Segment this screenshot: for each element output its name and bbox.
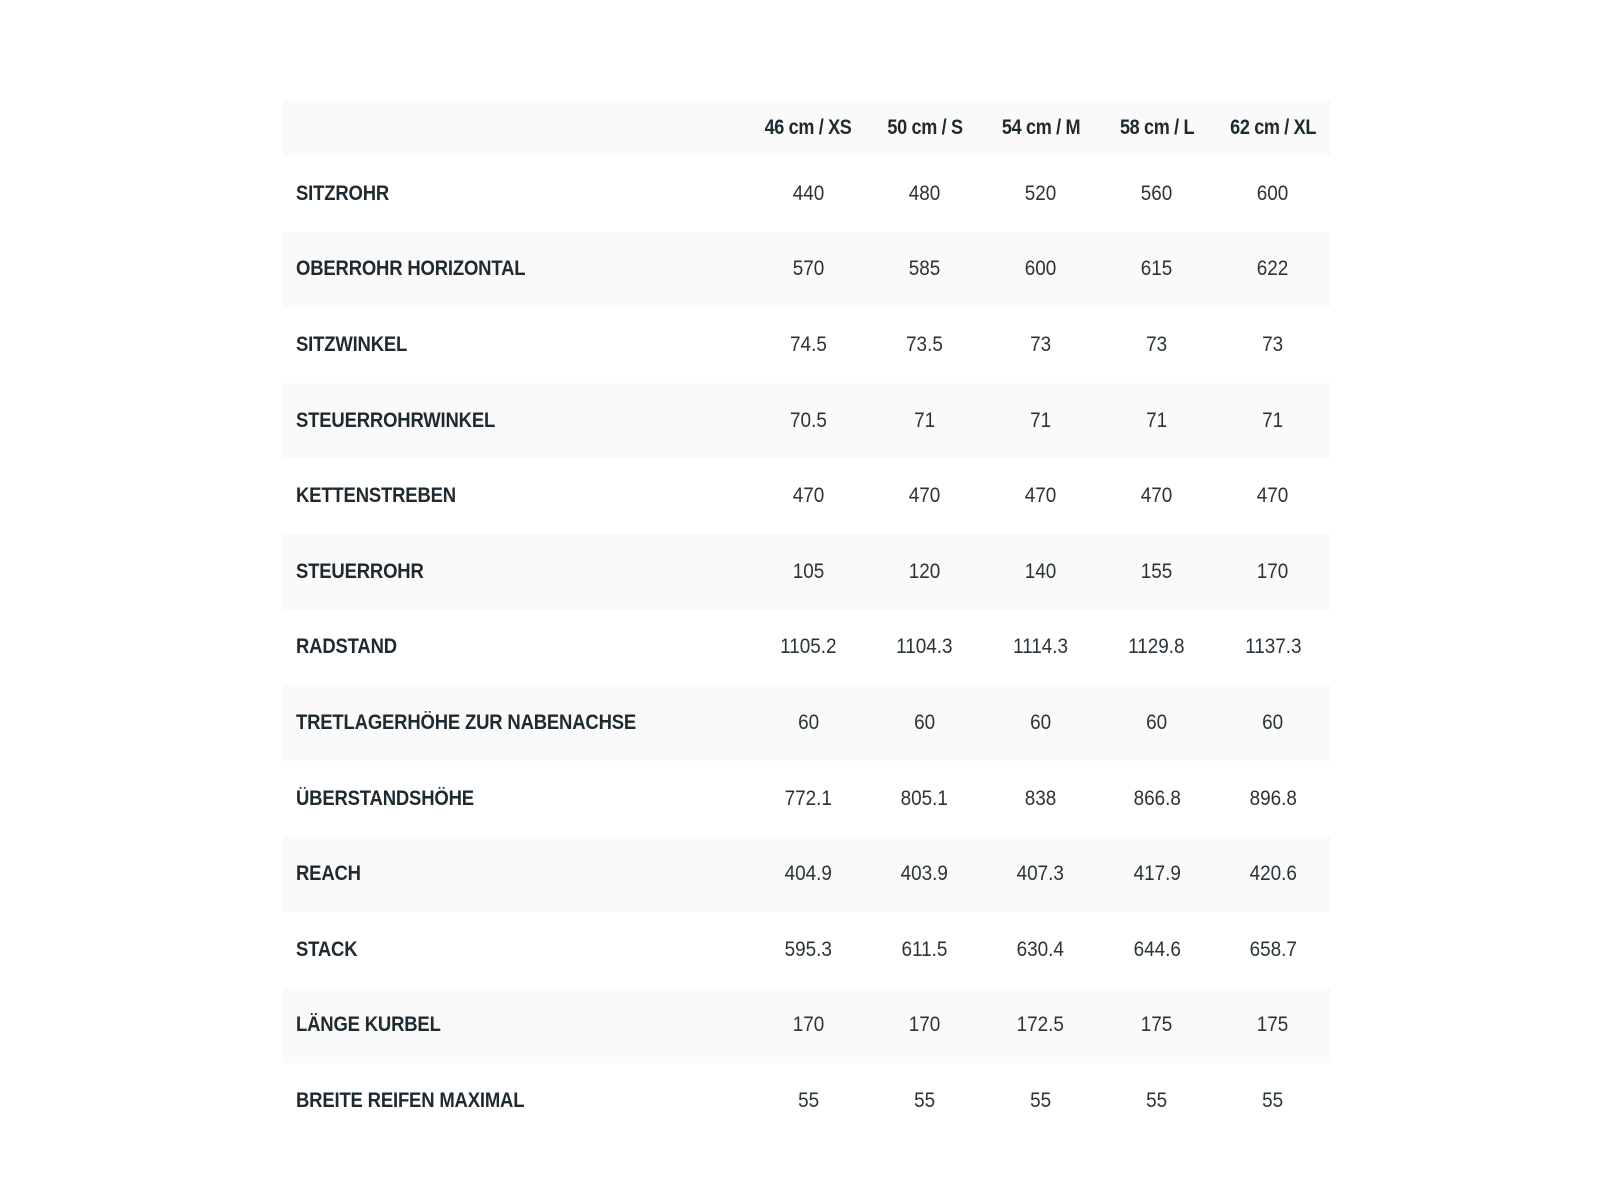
value-cell-l xyxy=(1099,761,1215,837)
value-cell-m xyxy=(983,685,1099,761)
row-label-cell xyxy=(283,610,750,686)
value-text: 175 xyxy=(1257,1013,1289,1037)
value-text: 403.9 xyxy=(900,862,949,886)
value-cell-xs xyxy=(750,912,866,988)
value-text: 622 xyxy=(1257,257,1289,281)
value-cell-m xyxy=(983,761,1099,837)
value-cell-xs xyxy=(750,156,866,232)
row-label-cell xyxy=(283,685,750,761)
value-cell-l xyxy=(1099,1063,1215,1139)
value-text: 55 xyxy=(1146,1088,1168,1112)
value-text: 600 xyxy=(1257,181,1289,205)
row-label: BREITE REIFEN MAXIMAL xyxy=(296,1088,525,1112)
value-cell-xs xyxy=(750,836,866,912)
row-label-cell xyxy=(283,383,750,459)
row-label-cell xyxy=(283,534,750,610)
value-cell-m xyxy=(983,912,1099,988)
table-row xyxy=(283,307,1331,383)
value-text: 420.6 xyxy=(1249,862,1297,886)
value-text: 1104.3 xyxy=(896,635,953,659)
row-label: SITZROHR xyxy=(296,181,390,205)
value-text: 71 xyxy=(1146,408,1168,432)
value-cell-xs xyxy=(750,685,866,761)
value-cell-xs xyxy=(750,988,866,1064)
value-text: 470 xyxy=(1024,484,1057,508)
table-row xyxy=(283,761,1331,837)
value-cell-l xyxy=(1099,307,1215,383)
value-text: 73 xyxy=(1146,332,1168,356)
value-cell-s xyxy=(867,307,983,383)
value-text: 55 xyxy=(1030,1088,1052,1112)
value-text: 1137.3 xyxy=(1244,635,1302,659)
value-cell-l xyxy=(1099,685,1215,761)
value-cell-xl xyxy=(1215,836,1331,912)
value-text: 140 xyxy=(1024,559,1057,583)
row-label-cell xyxy=(283,156,750,232)
value-cell-s xyxy=(867,685,983,761)
value-text: 170 xyxy=(908,1013,941,1037)
value-text: 172.5 xyxy=(1017,1013,1065,1037)
value-text: 595.3 xyxy=(784,937,833,961)
row-label: STEUERROHRWINKEL xyxy=(296,408,496,432)
value-text: 60 xyxy=(1030,710,1052,734)
row-label-cell xyxy=(283,232,750,308)
value-cell-xl xyxy=(1215,685,1331,761)
value-text: 105 xyxy=(792,559,825,583)
value-text: 772.1 xyxy=(784,786,833,810)
value-text: 417.9 xyxy=(1133,862,1181,886)
value-text: 615 xyxy=(1141,257,1173,281)
value-cell-xs xyxy=(750,307,866,383)
row-label: KETTENSTREBEN xyxy=(296,484,456,508)
value-cell-l xyxy=(1099,534,1215,610)
row-label: REACH xyxy=(296,862,361,886)
table-row xyxy=(283,232,1331,308)
value-cell-xl xyxy=(1215,458,1331,534)
value-cell-xl xyxy=(1215,156,1331,232)
table-row xyxy=(283,685,1331,761)
value-cell-m xyxy=(983,1063,1099,1139)
value-cell-xl xyxy=(1215,912,1331,988)
value-text: 520 xyxy=(1024,181,1057,205)
value-text: 611.5 xyxy=(901,937,948,961)
row-label: STEUERROHR xyxy=(296,559,424,583)
row-label-cell xyxy=(283,912,750,988)
value-cell-xs xyxy=(750,232,866,308)
value-cell-xl xyxy=(1215,383,1331,459)
size-header-m: 54 cm / M xyxy=(1001,116,1080,139)
value-text: 470 xyxy=(908,484,941,508)
value-cell-l xyxy=(1099,988,1215,1064)
value-text: 560 xyxy=(1141,181,1173,205)
value-text: 71 xyxy=(1262,408,1284,432)
size-header-l: 58 cm / L xyxy=(1119,116,1194,139)
value-cell-m xyxy=(983,307,1099,383)
value-cell-s xyxy=(867,761,983,837)
value-cell-s xyxy=(867,988,983,1064)
value-text: 60 xyxy=(1262,710,1284,734)
value-text: 644.6 xyxy=(1133,937,1181,961)
row-label: LÄNGE KURBEL xyxy=(296,1013,441,1037)
value-text: 175 xyxy=(1141,1013,1173,1037)
value-text: 1129.8 xyxy=(1128,635,1186,659)
value-text: 480 xyxy=(908,181,941,205)
value-text: 407.3 xyxy=(1017,862,1065,886)
row-label: TRETLAGERHÖHE ZUR NABENACHSE xyxy=(296,710,637,734)
value-cell-s xyxy=(867,458,983,534)
table-row xyxy=(283,156,1331,232)
size-header-xl: 62 cm / XL xyxy=(1229,116,1316,139)
size-header-s: 50 cm / S xyxy=(887,116,963,139)
value-cell-l xyxy=(1099,458,1215,534)
value-text: 658.7 xyxy=(1249,937,1297,961)
value-cell-m xyxy=(983,988,1099,1064)
value-text: 55 xyxy=(1262,1088,1284,1112)
value-cell-xs xyxy=(750,383,866,459)
value-cell-xs xyxy=(750,1063,866,1139)
value-cell-xs xyxy=(750,534,866,610)
value-text: 470 xyxy=(792,484,825,508)
value-cell-l xyxy=(1099,610,1215,686)
value-text: 74.5 xyxy=(790,332,827,356)
row-label: ÜBERSTANDSHÖHE xyxy=(296,786,474,810)
value-text: 630.4 xyxy=(1017,937,1065,961)
value-cell-m xyxy=(983,836,1099,912)
value-cell-s xyxy=(867,912,983,988)
row-label-cell xyxy=(283,1063,750,1139)
value-cell-xs xyxy=(750,458,866,534)
table-row xyxy=(283,534,1331,610)
value-text: 896.8 xyxy=(1249,786,1297,810)
value-cell-m xyxy=(983,383,1099,459)
size-header-xs: 46 cm / XS xyxy=(765,116,852,139)
row-label-cell xyxy=(283,307,750,383)
value-cell-s xyxy=(867,383,983,459)
table-row xyxy=(283,383,1331,459)
value-text: 1105.2 xyxy=(780,635,837,659)
value-text: 470 xyxy=(1141,484,1173,508)
value-text: 55 xyxy=(914,1088,936,1112)
table-row xyxy=(283,458,1331,534)
value-cell-xl xyxy=(1215,534,1331,610)
value-text: 73 xyxy=(1030,332,1052,356)
value-text: 55 xyxy=(798,1088,820,1112)
value-cell-xl xyxy=(1215,232,1331,308)
value-text: 838 xyxy=(1024,786,1057,810)
value-text: 73 xyxy=(1262,332,1284,356)
value-cell-xs xyxy=(750,761,866,837)
value-text: 866.8 xyxy=(1133,786,1181,810)
value-cell-s xyxy=(867,836,983,912)
value-cell-m xyxy=(983,534,1099,610)
row-label-cell xyxy=(283,761,750,837)
row-label: SITZWINKEL xyxy=(296,332,408,356)
value-cell-xl xyxy=(1215,761,1331,837)
value-text: 170 xyxy=(1257,559,1289,583)
table-row xyxy=(283,1063,1331,1139)
value-cell-s xyxy=(867,232,983,308)
value-cell-m xyxy=(983,458,1099,534)
header-row xyxy=(283,100,1331,156)
geometry-table xyxy=(283,100,1331,1139)
row-label-cell xyxy=(283,458,750,534)
value-cell-m xyxy=(983,610,1099,686)
value-text: 73.5 xyxy=(906,332,944,356)
value-text: 600 xyxy=(1024,257,1057,281)
value-cell-l xyxy=(1099,383,1215,459)
value-cell-m xyxy=(983,232,1099,308)
row-label: OBERROHR HORIZONTAL xyxy=(296,257,526,281)
header-corner-cell xyxy=(283,100,750,156)
value-text: 404.9 xyxy=(784,862,833,886)
value-text: 60 xyxy=(798,710,820,734)
value-text: 805.1 xyxy=(900,786,949,810)
value-text: 1114.3 xyxy=(1013,635,1069,659)
value-text: 60 xyxy=(914,710,936,734)
value-cell-s xyxy=(867,156,983,232)
value-text: 70.5 xyxy=(790,408,827,432)
value-cell-m xyxy=(983,156,1099,232)
row-label: RADSTAND xyxy=(296,635,397,659)
value-text: 155 xyxy=(1141,559,1173,583)
value-text: 470 xyxy=(1257,484,1289,508)
value-cell-s xyxy=(867,1063,983,1139)
table-body xyxy=(283,156,1331,1139)
table-row xyxy=(283,836,1331,912)
row-label-cell xyxy=(283,836,750,912)
value-cell-l xyxy=(1099,836,1215,912)
value-cell-xl xyxy=(1215,610,1331,686)
table-row xyxy=(283,610,1331,686)
row-label-cell xyxy=(283,988,750,1064)
value-text: 60 xyxy=(1146,710,1168,734)
value-cell-s xyxy=(867,534,983,610)
value-text: 570 xyxy=(792,257,825,281)
value-text: 585 xyxy=(908,257,941,281)
value-cell-xl xyxy=(1215,307,1331,383)
table-row xyxy=(283,988,1331,1064)
value-text: 170 xyxy=(792,1013,825,1037)
value-cell-l xyxy=(1099,156,1215,232)
value-text: 71 xyxy=(1030,408,1052,432)
value-cell-l xyxy=(1099,912,1215,988)
value-text: 440 xyxy=(792,181,825,205)
value-cell-l xyxy=(1099,232,1215,308)
value-cell-xl xyxy=(1215,1063,1331,1139)
value-text: 71 xyxy=(914,408,936,432)
value-cell-xl xyxy=(1215,988,1331,1064)
value-text: 120 xyxy=(908,559,941,583)
row-label: STACK xyxy=(296,937,358,961)
value-cell-s xyxy=(867,610,983,686)
table-row xyxy=(283,912,1331,988)
value-cell-xs xyxy=(750,610,866,686)
